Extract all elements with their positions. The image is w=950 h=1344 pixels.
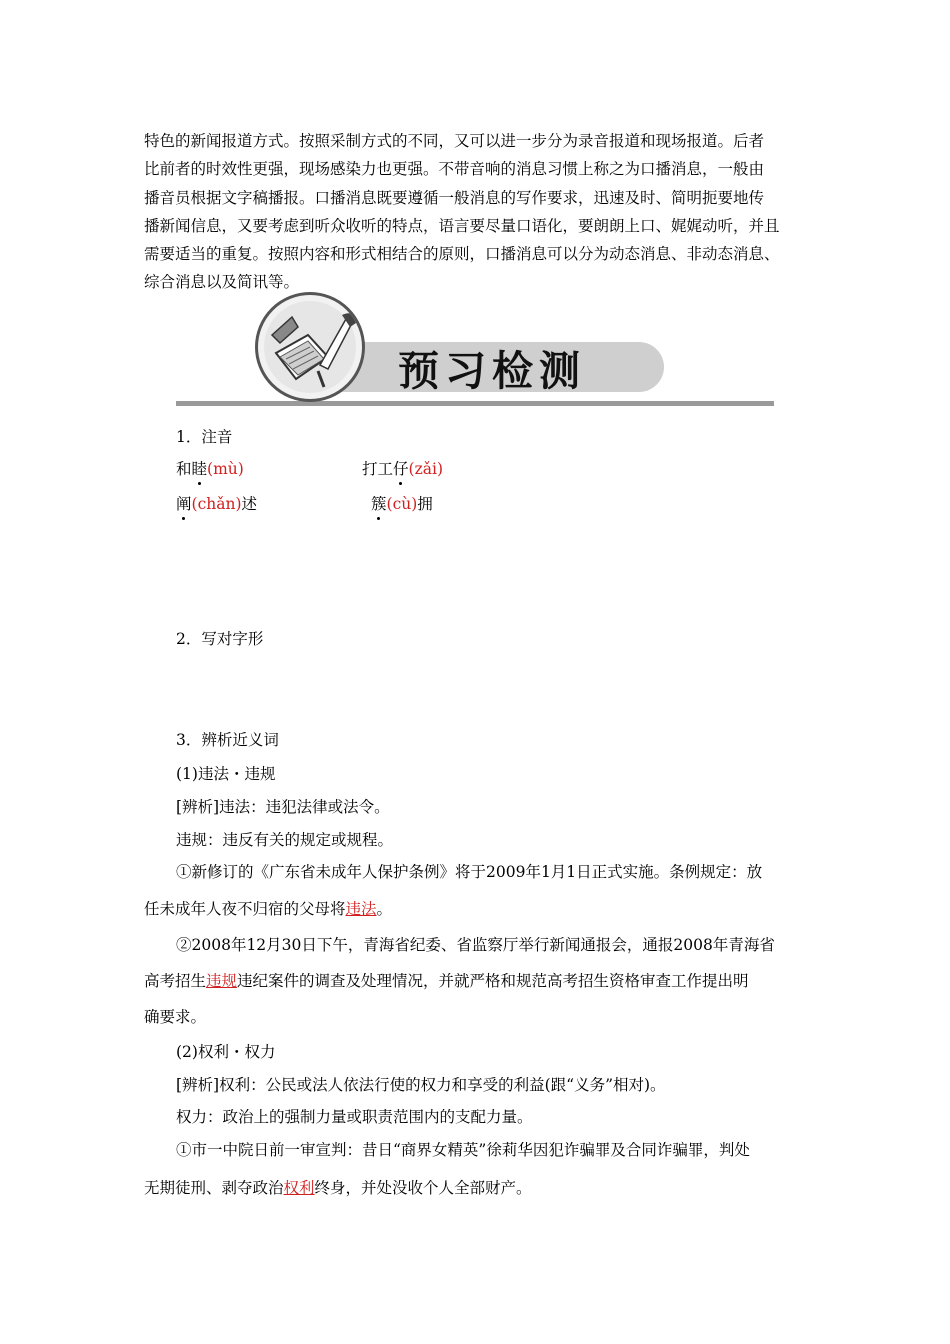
sub1-def2: 违规：违反有关的规定或规程。 bbox=[176, 831, 394, 849]
sub1-example1-line2 bbox=[144, 899, 392, 919]
example-text: 终身，并处没收个人全部财产。 bbox=[314, 1179, 532, 1197]
section3-heading: 3．辨析近义词 bbox=[176, 731, 279, 749]
item-char: 仔 bbox=[393, 460, 409, 478]
example-text: 。 bbox=[376, 900, 393, 918]
sub2-def1: [辨析]权利：公民或法人依法行使的权力和享受的利益(跟“义务”相对)。 bbox=[176, 1076, 666, 1094]
pinyin-item bbox=[176, 494, 257, 514]
intro-line: 播新闻信息，又要考虑到听众收听的特点，语言要尽量口语化，要朗朗上口、娓娓动听，并且 bbox=[144, 216, 780, 235]
sub1-example1-line1: ①新修订的《广东省未成年人保护条例》将于2009年1月1日正式实施。条例规定：放 bbox=[176, 863, 763, 881]
example-text: 任未成年人夜不归宿的父母将 bbox=[144, 900, 346, 918]
sub2-example1-line2 bbox=[144, 1178, 532, 1198]
item-pre: 和 bbox=[176, 460, 192, 478]
book-quill-icon bbox=[255, 292, 365, 402]
item-pinyin: (chǎn) bbox=[191, 495, 242, 513]
sub1-example2-line3: 确要求。 bbox=[144, 1008, 207, 1026]
item-pinyin: (mù) bbox=[207, 460, 244, 478]
item-char: 簇 bbox=[371, 495, 387, 513]
intro-line: 播音员根据文字稿播报。口播消息既要遵循一般消息的写作要求，迅速及时、简明扼要地传 bbox=[144, 188, 765, 207]
item-pre: 打工 bbox=[362, 460, 394, 478]
item-char: 阐 bbox=[176, 495, 192, 513]
intro-line: 特色的新闻报道方式。按照采制方式的不同，又可以进一步分为录音报道和现场报道。后者 bbox=[144, 132, 765, 150]
example-text: 违纪案件的调查及处理情况，并就严格和规范高考招生资格审查工作提出明 bbox=[237, 972, 749, 990]
pinyin-item bbox=[362, 459, 443, 479]
banner-underline bbox=[176, 401, 774, 406]
intro-line: 综合消息以及简讯等。 bbox=[144, 273, 300, 292]
answer-word: 违法 bbox=[345, 900, 377, 918]
sub2-def2: 权力：政治上的强制力量或职责范围内的支配力量。 bbox=[176, 1108, 533, 1126]
sub1-example2-line1: ②2008年12月30日下午，青海省纪委、省监察厅举行新闻通报会，通报2008年青海省 bbox=[176, 936, 775, 954]
item-pinyin: (zǎi) bbox=[408, 460, 443, 478]
example-text: 无期徒刑、剥夺政治 bbox=[144, 1179, 284, 1197]
sub1-example2-line2 bbox=[144, 971, 749, 991]
intro-line: 需要适当的重复。按照内容和形式相结合的原则，口播消息可以分为动态消息、非动态消息、 bbox=[144, 245, 780, 264]
answer-word: 违规 bbox=[206, 972, 238, 990]
section2-heading: 2．写对字形 bbox=[176, 630, 264, 648]
sub2-title: (2)权利・权力 bbox=[176, 1043, 276, 1061]
section1-heading: 1．注音 bbox=[176, 428, 233, 446]
item-pinyin: (cù) bbox=[386, 495, 418, 513]
sub2-example1-line1: ①市一中院日前一审宣判：昔日“商界女精英”徐莉华因犯诈骗罪及合同诈骗罪，判处 bbox=[176, 1141, 750, 1159]
item-post: 述 bbox=[241, 495, 258, 513]
banner-title: 预习检测 bbox=[398, 347, 586, 395]
example-text: 高考招生 bbox=[144, 972, 207, 990]
sub1-title: (1)违法・违规 bbox=[176, 765, 276, 783]
sub1-def1: [辨析]违法：违犯法律或法令。 bbox=[176, 798, 390, 816]
answer-word: 权利 bbox=[283, 1179, 315, 1197]
intro-paragraph bbox=[144, 127, 810, 297]
intro-line: 比前者的时效性更强，现场感染力也更强。不带音响的消息习惯上称之为口播消息，一般由 bbox=[144, 160, 765, 179]
pinyin-item bbox=[176, 459, 244, 479]
item-post: 拥 bbox=[417, 495, 433, 513]
pinyin-item bbox=[371, 494, 433, 514]
item-char: 睦 bbox=[191, 460, 208, 478]
